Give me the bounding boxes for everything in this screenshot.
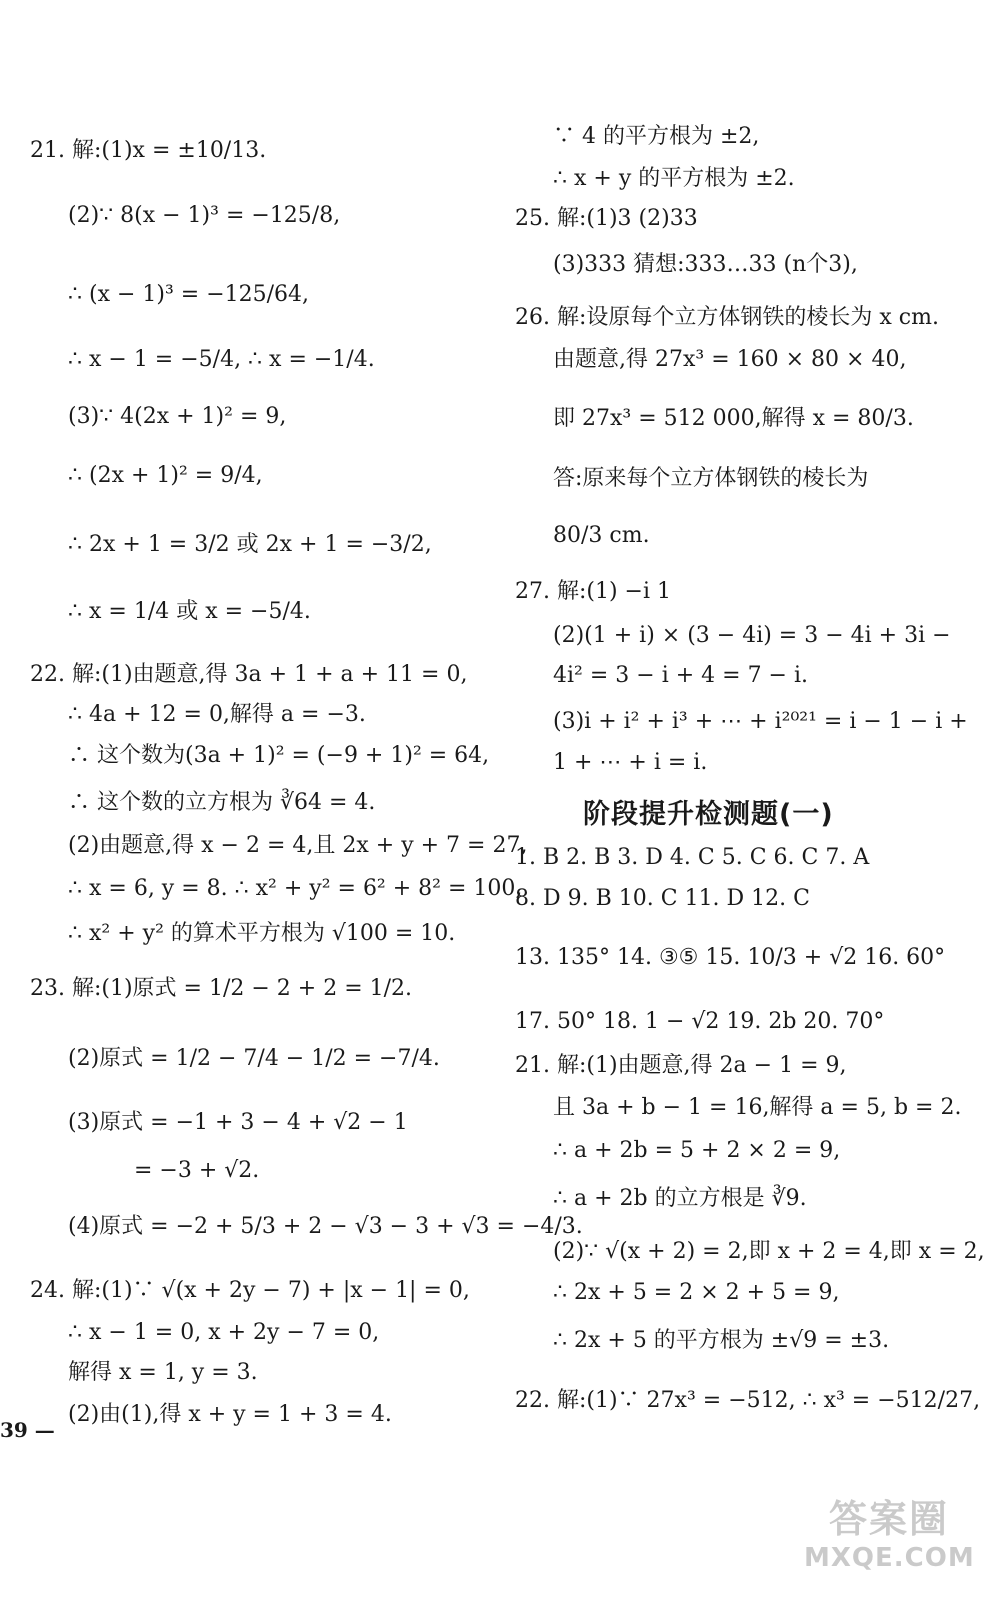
watermark-line2: MXQE.COM: [804, 1543, 975, 1573]
text-line: (3)原式 = −1 + 3 − 4 + √2 − 1: [68, 1110, 408, 1135]
text-line: ∴ x = 6, y = 8. ∴ x² + y² = 6² + 8² = 100,: [68, 876, 523, 901]
text-line: ∴ x − 1 = −5/4, ∴ x = −1/4.: [68, 347, 375, 372]
text-line: ∴ 2x + 1 = 3/2 或 2x + 1 = −3/2,: [68, 532, 432, 557]
text-line: ∴ 2x + 5 的平方根为 ±√9 = ±3.: [553, 1328, 890, 1353]
text-line: ∴ x = 1/4 或 x = −5/4.: [68, 599, 311, 624]
text-line: 即 27x³ = 512 000,解得 x = 80/3.: [553, 406, 914, 431]
text-line: 由题意,得 27x³ = 160 × 80 × 40,: [553, 347, 907, 372]
text-line: (4)原式 = −2 + 5/3 + 2 − √3 − 3 + √3 = −4/3.: [68, 1214, 583, 1239]
text-line: 21. 解:(1)x = ±10/13.: [30, 138, 267, 163]
text-line: 26. 解:设原每个立方体钢铁的棱长为 x cm.: [515, 305, 939, 330]
text-line: ∵ 4 的平方根为 ±2,: [553, 124, 760, 149]
text-line: (3)∵ 4(2x + 1)² = 9,: [68, 404, 287, 429]
text-line: 且 3a + b − 1 = 16,解得 a = 5, b = 2.: [553, 1095, 962, 1120]
text-line: 21. 解:(1)由题意,得 2a − 1 = 9,: [515, 1053, 847, 1078]
text-line: 25. 解:(1)3 (2)33: [515, 206, 698, 231]
text-line: ∴ x + y 的平方根为 ±2.: [553, 166, 795, 191]
text-line: (2)由(1),得 x + y = 1 + 3 = 4.: [68, 1402, 392, 1427]
text-line: ∴ 这个数为(3a + 1)² = (−9 + 1)² = 64,: [68, 743, 490, 768]
text-line: (3)i + i² + i³ + ⋯ + i²⁰²¹ = i − 1 − i +: [553, 709, 968, 734]
text-line: 27. 解:(1) −i 1: [515, 579, 672, 604]
text-line: ∴ x² + y² 的算术平方根为 √100 = 10.: [68, 921, 456, 946]
text-line: 1. B 2. B 3. D 4. C 5. C 6. C 7. A: [515, 845, 870, 870]
text-line: (2)∵ 8(x − 1)³ = −125/8,: [68, 203, 341, 228]
text-line: 80/3 cm.: [553, 523, 650, 548]
text-line: 22. 解:(1)由题意,得 3a + 1 + a + 11 = 0,: [30, 662, 468, 687]
text-line: 1 + ⋯ + i = i.: [553, 750, 708, 775]
text-line: ∴ 2x + 5 = 2 × 2 + 5 = 9,: [553, 1280, 840, 1305]
watermark-line1: 答案圈: [828, 1497, 949, 1541]
section-title: 阶段提升检测题(一): [583, 799, 834, 830]
text-line: 23. 解:(1)原式 = 1/2 − 2 + 2 = 1/2.: [30, 976, 413, 1001]
text-line: ∴ 这个数的立方根为 ∛64 = 4.: [68, 790, 376, 815]
page-number: 39 —: [0, 1418, 55, 1442]
text-line: 17. 50° 18. 1 − √2 19. 2b 20. 70°: [515, 1009, 885, 1034]
text-line: 4i² = 3 − i + 4 = 7 − i.: [553, 663, 809, 688]
text-line: = −3 + √2.: [134, 1158, 260, 1183]
text-line: ∴ x − 1 = 0, x + 2y − 7 = 0,: [68, 1320, 380, 1345]
text-line: (2)∵ √(x + 2) = 2,即 x + 2 = 4,即 x = 2,: [553, 1239, 985, 1264]
text-line: ∴ 4a + 12 = 0,解得 a = −3.: [68, 702, 366, 727]
text-line: ∴ (x − 1)³ = −125/64,: [68, 282, 310, 307]
watermark-logo: [804, 1488, 974, 1588]
text-line: 13. 135° 14. ③⑤ 15. 10/3 + √2 16. 60°: [515, 945, 946, 970]
text-line: (2)(1 + i) × (3 − 4i) = 3 − 4i + 3i −: [553, 623, 951, 648]
text-line: 22. 解:(1)∵ 27x³ = −512, ∴ x³ = −512/27,: [515, 1388, 981, 1413]
text-line: ∴ a + 2b 的立方根是 ∛9.: [553, 1186, 807, 1211]
text-line: (2)由题意,得 x − 2 = 4,且 2x + y + 7 = 27,: [68, 833, 528, 858]
text-line: 解得 x = 1, y = 3.: [68, 1360, 258, 1385]
text-line: 24. 解:(1)∵ √(x + 2y − 7) + |x − 1| = 0,: [30, 1278, 470, 1303]
text-line: (3)333 猜想:333…33 (n个3),: [553, 252, 858, 277]
text-line: 答:原来每个立方体钢铁的棱长为: [553, 466, 869, 491]
text-line: 8. D 9. B 10. C 11. D 12. C: [515, 886, 810, 911]
text-line: (2)原式 = 1/2 − 7/4 − 1/2 = −7/4.: [68, 1046, 440, 1071]
text-line: ∴ a + 2b = 5 + 2 × 2 = 9,: [553, 1138, 841, 1163]
text-line: ∴ (2x + 1)² = 9/4,: [68, 463, 263, 488]
